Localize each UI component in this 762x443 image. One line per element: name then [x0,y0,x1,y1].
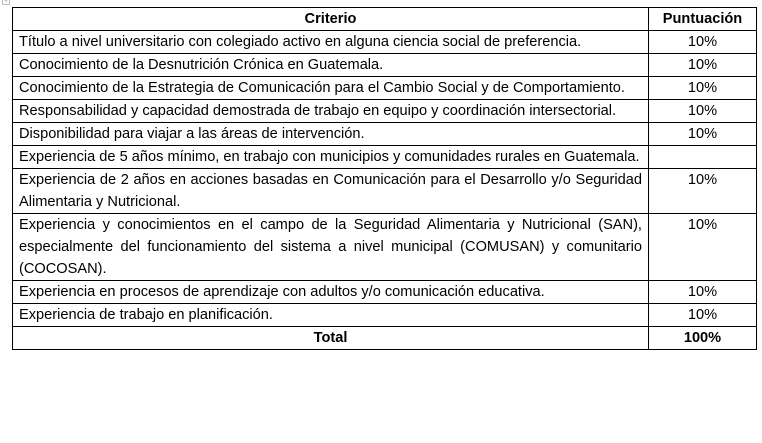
table-row [13,77,757,100]
table-row [13,100,757,123]
criterio-cell: Experiencia y conocimientos en el campo de la Seguridad Alimentaria y Nutricional (SAN), especialmente del funcionamiento del sistema a nivel municipal (COMUSAN) y comunitario (COCOSAN). [13,214,649,281]
header-criterio: Criterio [13,8,649,31]
table-move-handle-icon[interactable]: + [2,0,10,5]
table-row [13,54,757,77]
criterio-cell: Título a nivel universitario con colegiado activo en alguna ciencia social de preferencia. [13,31,649,54]
criterio-cell: Experiencia de trabajo en planificación. [13,304,649,327]
puntuacion-cell: 10% [649,54,757,77]
total-row [13,327,757,350]
table-row [13,281,757,304]
puntuacion-cell: 10% [649,304,757,327]
criterio-cell: Responsabilidad y capacidad demostrada de trabajo en equipo y coordinación intersectorial. [13,100,649,123]
table-header-row [13,8,757,31]
puntuacion-cell: 10% [649,31,757,54]
total-value: 100% [649,327,757,350]
puntuacion-cell: 10% [649,214,757,281]
puntuacion-cell: 10% [649,123,757,146]
header-puntuacion: Puntuación [649,8,757,31]
table-row [13,123,757,146]
table-row [13,214,757,281]
criterio-cell: Experiencia de 5 años mínimo, en trabajo con municipios y comunidades rurales en Guatemala. [13,146,649,169]
criterio-cell: Experiencia en procesos de aprendizaje con adultos y/o comunicación educativa. [13,281,649,304]
table-row [13,169,757,214]
criterio-cell: Disponibilidad para viajar a las áreas de intervención. [13,123,649,146]
puntuacion-cell: 10% [649,169,757,214]
criterio-cell: Conocimiento de la Desnutrición Crónica en Guatemala. [13,54,649,77]
criterio-cell: Conocimiento de la Estrategia de Comunicación para el Cambio Social y de Comportamiento. [13,77,649,100]
total-label: Total [13,327,649,350]
puntuacion-cell: 10% [649,100,757,123]
puntuacion-cell: 10% [649,281,757,304]
criterio-cell: Experiencia de 2 años en acciones basadas en Comunicación para el Desarrollo y/o Seguridad Alimentaria y Nutricional. [13,169,649,214]
table-row [13,146,757,169]
table-row [13,304,757,327]
criteria-table [12,7,757,350]
puntuacion-cell [649,146,757,169]
table-row [13,31,757,54]
puntuacion-cell: 10% [649,77,757,100]
